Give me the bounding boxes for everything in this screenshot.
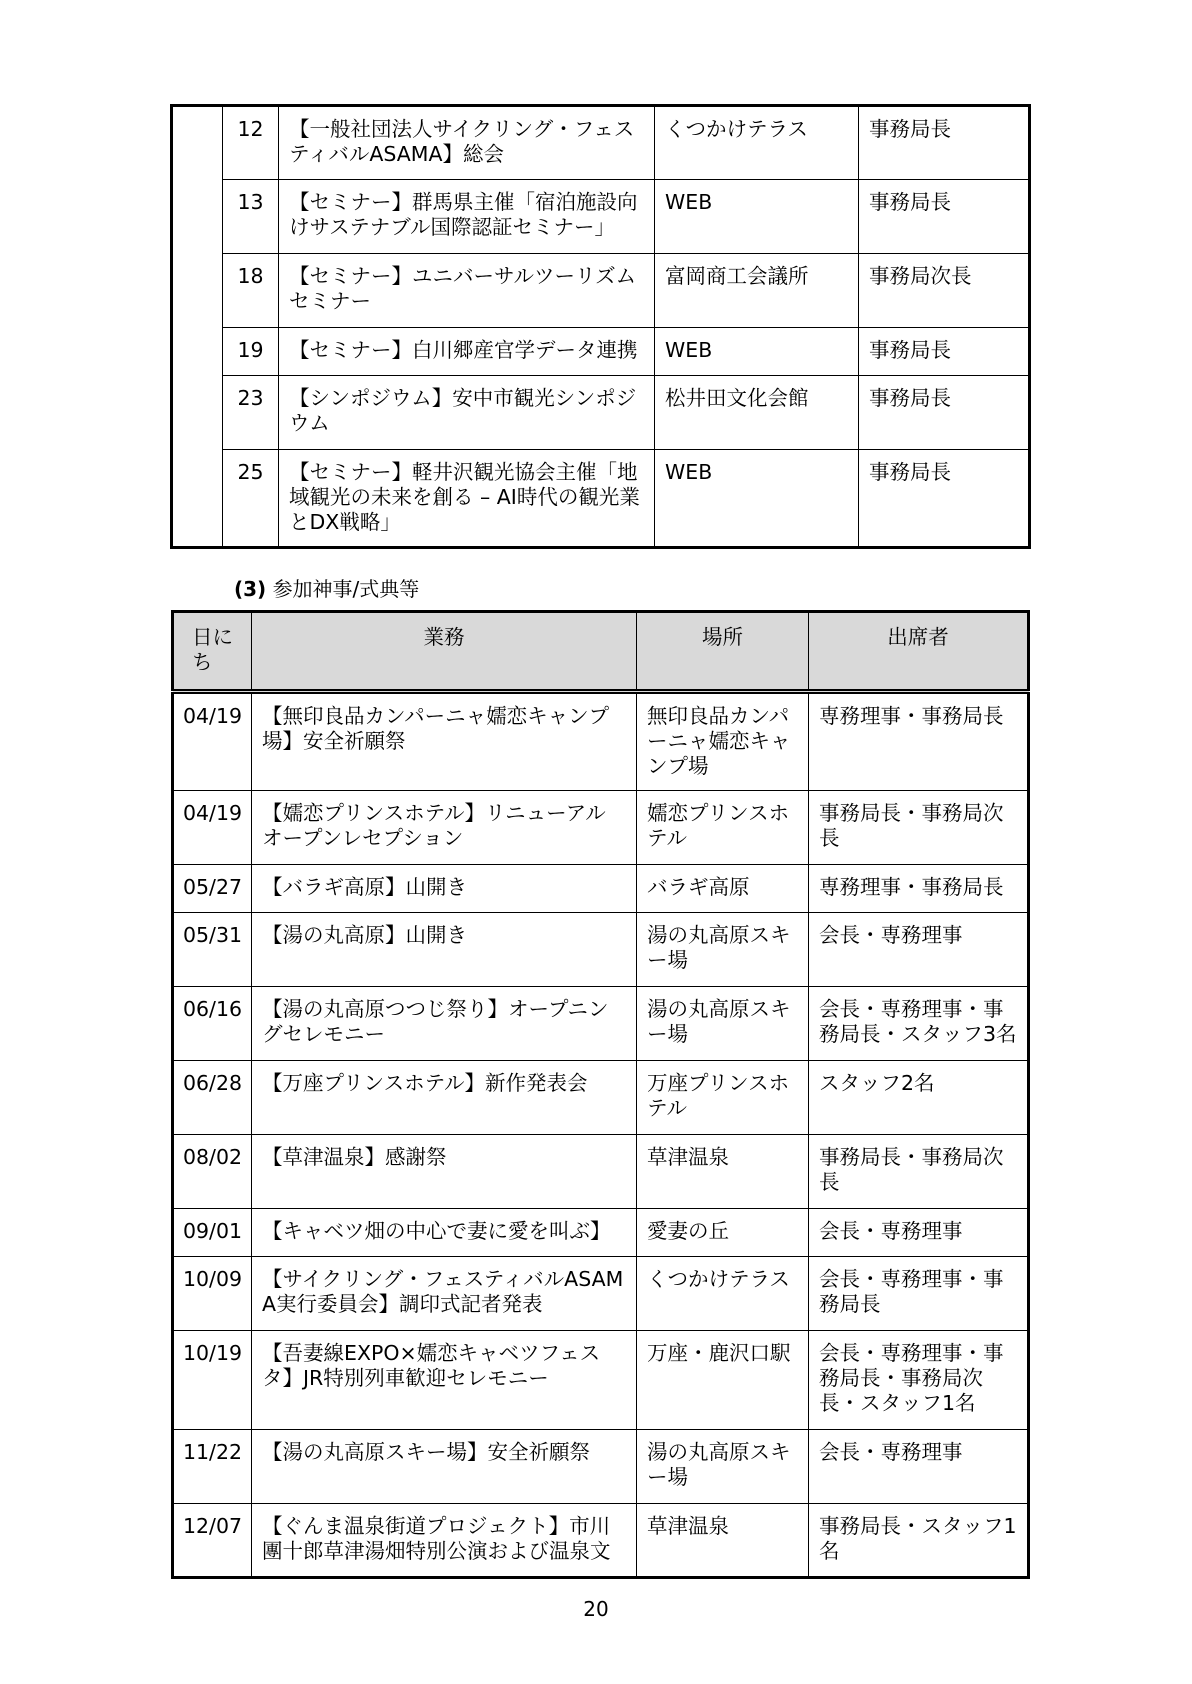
- date-cell: 09/01: [173, 1209, 252, 1257]
- date-cell: 06/28: [173, 1061, 252, 1135]
- page-number: 20: [583, 1597, 609, 1621]
- place-cell: くつかけテラス: [637, 1257, 809, 1331]
- table-row: [173, 1061, 1029, 1135]
- attendee-cell: 事務局長: [859, 376, 1030, 450]
- place-cell: 草津温泉: [637, 1135, 809, 1209]
- events-table: [170, 104, 1031, 549]
- table-row: [172, 180, 1030, 254]
- attendee-cell: 事務局長・事務局次長: [809, 791, 1029, 865]
- title-cell: 【セミナー】ユニバーサルツーリズムセミナー: [279, 254, 655, 328]
- work-cell: 【湯の丸高原】山開き: [252, 913, 637, 987]
- day-cell: 12: [223, 106, 279, 180]
- date-cell: 05/31: [173, 913, 252, 987]
- attendee-cell: 会長・専務理事・事務局長: [809, 1257, 1029, 1331]
- table-row: [173, 692, 1029, 791]
- header-date: 日にち: [173, 612, 252, 692]
- header-attendee: 出席者: [809, 612, 1029, 692]
- work-cell: 【万座プリンスホテル】新作発表会: [252, 1061, 637, 1135]
- place-cell: 万座プリンスホテル: [637, 1061, 809, 1135]
- attendee-cell: 事務局長: [859, 328, 1030, 376]
- work-cell: 【サイクリング・フェスティバルASAMA実行委員会】調印式記者発表: [252, 1257, 637, 1331]
- table-row: [173, 1135, 1029, 1209]
- attendee-cell: 会長・専務理事・事務局長・事務局次長・スタッフ1名: [809, 1331, 1029, 1430]
- date-cell: 06/16: [173, 987, 252, 1061]
- attendee-cell: 事務局次長: [859, 254, 1030, 328]
- work-cell: 【吾妻線EXPO×嬬恋キャベツフェスタ】JR特別列車歓迎セレモニー: [252, 1331, 637, 1430]
- attendee-cell: 会長・専務理事: [809, 913, 1029, 987]
- section-number: (3): [234, 577, 267, 601]
- day-cell: 18: [223, 254, 279, 328]
- date-cell: 04/19: [173, 692, 252, 791]
- table-row: [172, 328, 1030, 376]
- month-cell: [172, 106, 223, 548]
- table-row: [172, 254, 1030, 328]
- attendee-cell: 会長・専務理事・事務局長・スタッフ3名: [809, 987, 1029, 1061]
- table-row: [172, 106, 1030, 180]
- table-row: [173, 1504, 1029, 1578]
- title-cell: 【セミナー】軽井沢観光協会主催「地域観光の未来を創る – AI時代の観光業とDX戦略」: [279, 450, 655, 548]
- attendee-cell: 事務局長: [859, 106, 1030, 180]
- place-cell: 愛妻の丘: [637, 1209, 809, 1257]
- place-cell: 万座・鹿沢口駅: [637, 1331, 809, 1430]
- attendee-cell: 専務理事・事務局長: [809, 865, 1029, 913]
- attendee-cell: 会長・専務理事: [809, 1209, 1029, 1257]
- table-row: [173, 1430, 1029, 1504]
- date-cell: 12/07: [173, 1504, 252, 1578]
- place-cell: WEB: [655, 450, 859, 548]
- place-cell: 富岡商工会議所: [655, 254, 859, 328]
- title-cell: 【一般社団法人サイクリング・フェスティバルASAMA】総会: [279, 106, 655, 180]
- attendee-cell: 会長・専務理事: [809, 1430, 1029, 1504]
- day-cell: 19: [223, 328, 279, 376]
- table-row: [173, 913, 1029, 987]
- place-cell: 湯の丸高原スキー場: [637, 987, 809, 1061]
- work-cell: 【嬬恋プリンスホテル】リニューアルオープンレセプション: [252, 791, 637, 865]
- place-cell: 湯の丸高原スキー場: [637, 913, 809, 987]
- work-cell: 【湯の丸高原つつじ祭り】オープニングセレモニー: [252, 987, 637, 1061]
- table-row: [172, 450, 1030, 548]
- table-row: [173, 1257, 1029, 1331]
- place-cell: 嬬恋プリンスホテル: [637, 791, 809, 865]
- work-cell: 【ぐんま温泉街道プロジェクト】市川團十郎草津湯畑特別公演および温泉文: [252, 1504, 637, 1578]
- section-heading: [234, 577, 419, 601]
- place-cell: WEB: [655, 328, 859, 376]
- attendee-cell: 事務局長: [859, 180, 1030, 254]
- title-cell: 【セミナー】群馬県主催「宿泊施設向けサステナブル国際認証セミナー」: [279, 180, 655, 254]
- table-row: [173, 865, 1029, 913]
- date-cell: 10/09: [173, 1257, 252, 1331]
- place-cell: 草津温泉: [637, 1504, 809, 1578]
- date-cell: 11/22: [173, 1430, 252, 1504]
- place-cell: バラギ高原: [637, 865, 809, 913]
- table-row: [173, 1331, 1029, 1430]
- attendee-cell: 事務局長・スタッフ1名: [809, 1504, 1029, 1578]
- day-cell: 25: [223, 450, 279, 548]
- table-row: [173, 1209, 1029, 1257]
- table-row: [173, 791, 1029, 865]
- place-cell: 湯の丸高原スキー場: [637, 1430, 809, 1504]
- attendee-cell: 事務局長・事務局次長: [809, 1135, 1029, 1209]
- date-cell: 05/27: [173, 865, 252, 913]
- table-row: [173, 987, 1029, 1061]
- attendee-cell: 事務局長: [859, 450, 1030, 548]
- date-cell: 10/19: [173, 1331, 252, 1430]
- work-cell: 【草津温泉】感謝祭: [252, 1135, 637, 1209]
- day-cell: 13: [223, 180, 279, 254]
- place-cell: くつかけテラス: [655, 106, 859, 180]
- ceremony-table: [171, 610, 1030, 1579]
- date-cell: 08/02: [173, 1135, 252, 1209]
- day-cell: 23: [223, 376, 279, 450]
- work-cell: 【無印良品カンパーニャ嬬恋キャンプ場】安全祈願祭: [252, 692, 637, 791]
- date-cell: 04/19: [173, 791, 252, 865]
- table-row: [172, 376, 1030, 450]
- work-cell: 【バラギ高原】山開き: [252, 865, 637, 913]
- attendee-cell: スタッフ2名: [809, 1061, 1029, 1135]
- place-cell: 無印良品カンパーニャ嬬恋キャンプ場: [637, 692, 809, 791]
- title-cell: 【セミナー】白川郷産官学データ連携: [279, 328, 655, 376]
- attendee-cell: 専務理事・事務局長: [809, 692, 1029, 791]
- place-cell: 松井田文化会館: [655, 376, 859, 450]
- header-work: 業務: [252, 612, 637, 692]
- work-cell: 【キャベツ畑の中心で妻に愛を叫ぶ】: [252, 1209, 637, 1257]
- work-cell: 【湯の丸高原スキー場】安全祈願祭: [252, 1430, 637, 1504]
- section-title: 参加神事/式典等: [272, 577, 420, 601]
- header-place: 場所: [637, 612, 809, 692]
- table-header-row: [173, 612, 1029, 692]
- title-cell: 【シンポジウム】安中市観光シンポジウム: [279, 376, 655, 450]
- place-cell: WEB: [655, 180, 859, 254]
